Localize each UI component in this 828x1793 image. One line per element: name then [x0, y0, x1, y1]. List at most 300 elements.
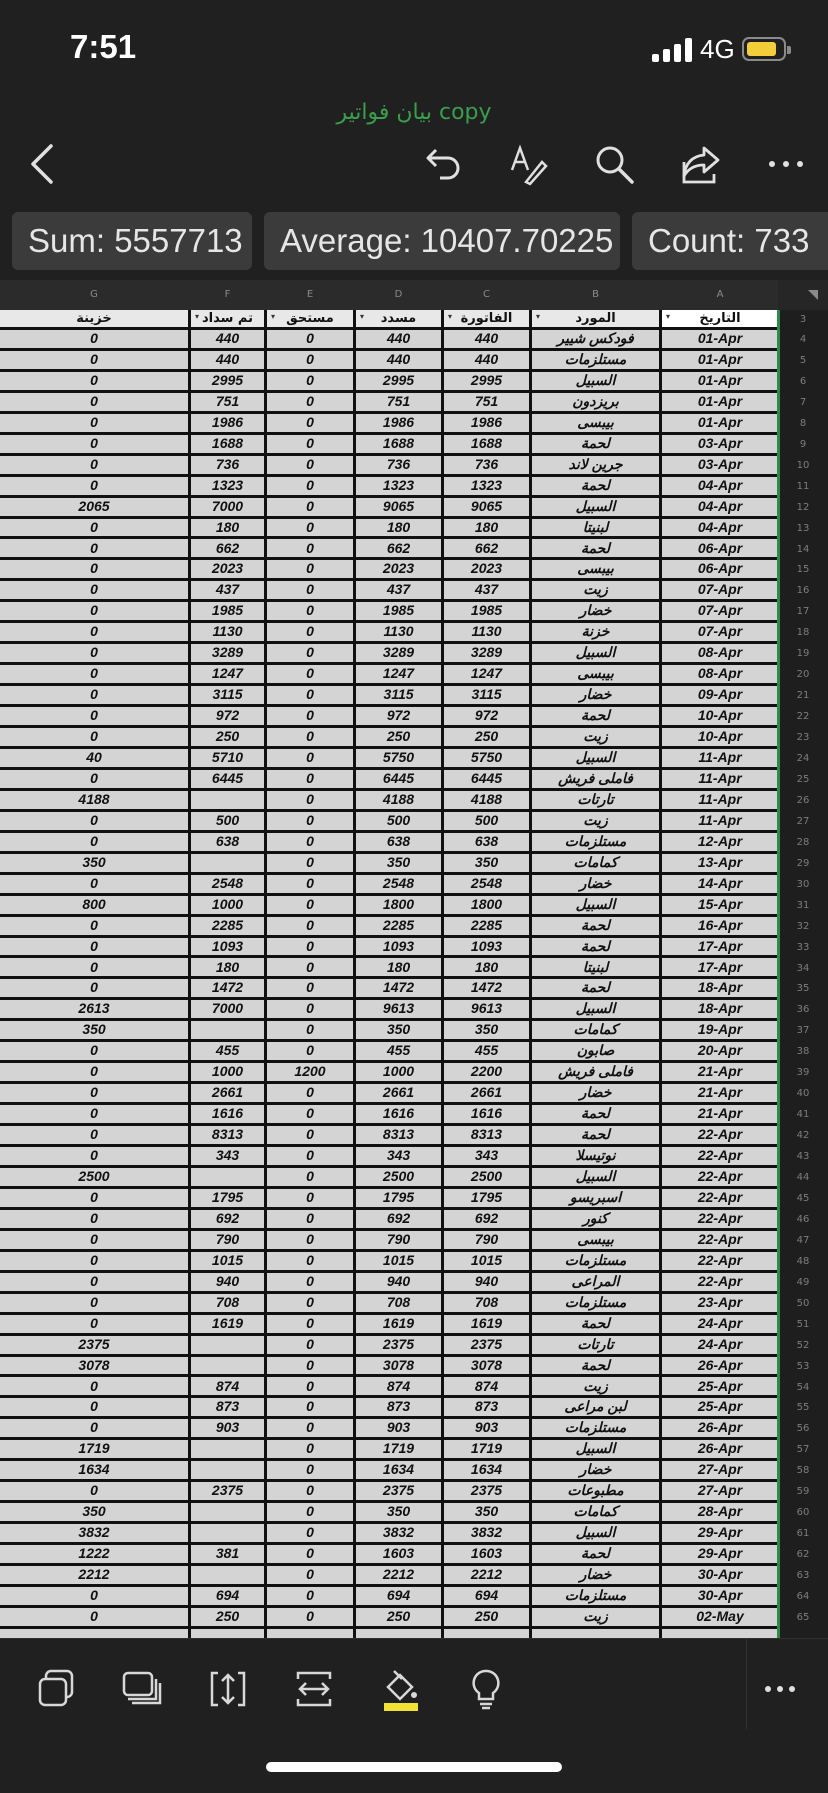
table-cell[interactable]: 0: [306, 1377, 314, 1394]
table-cell[interactable]: 2995: [382, 371, 415, 388]
table-cell[interactable]: 5750: [470, 749, 503, 765]
table-cell[interactable]: 0: [306, 1251, 314, 1268]
table-cell[interactable]: 0: [90, 476, 98, 493]
table-cell[interactable]: 1015: [470, 1251, 503, 1268]
table-cell[interactable]: 6445: [382, 769, 415, 786]
table-cell[interactable]: 0: [306, 476, 314, 493]
table-cell[interactable]: 1688: [211, 434, 244, 451]
table-cell[interactable]: 1247: [470, 665, 503, 682]
table-cell[interactable]: 736: [215, 455, 240, 472]
table-cell[interactable]: 1985: [470, 602, 503, 619]
table-cell[interactable]: 01-Apr: [697, 392, 743, 409]
table-cell[interactable]: 29-Apr: [697, 1545, 743, 1562]
table-cell[interactable]: 3115: [383, 686, 414, 703]
table-cell[interactable]: 5750: [382, 749, 415, 765]
table-cell[interactable]: زيت: [583, 1607, 608, 1624]
table-cell[interactable]: السبيل: [575, 371, 616, 388]
fill-color-icon[interactable]: [372, 1661, 428, 1717]
sheets-icon[interactable]: [28, 1661, 84, 1717]
table-cell[interactable]: 0: [90, 916, 98, 933]
table-cell[interactable]: 2548: [211, 874, 244, 891]
table-cell[interactable]: 751: [474, 392, 499, 409]
table-cell[interactable]: 0: [306, 1209, 314, 1226]
table-cell[interactable]: 708: [474, 1293, 499, 1310]
row-number[interactable]: 57: [796, 1444, 810, 1456]
table-cell[interactable]: 972: [474, 707, 499, 724]
table-cell[interactable]: 440: [215, 330, 240, 346]
table-cell[interactable]: [191, 1336, 264, 1354]
row-number[interactable]: 29: [796, 857, 810, 869]
table-cell[interactable]: 22-Apr: [697, 1126, 743, 1143]
row-number[interactable]: 12: [796, 501, 810, 513]
row-number[interactable]: 23: [796, 732, 810, 744]
table-cell[interactable]: زيت: [583, 811, 608, 828]
table-cell[interactable]: 6445: [470, 769, 503, 786]
row-number[interactable]: 27: [796, 815, 810, 827]
table-cell[interactable]: 2375: [470, 1335, 503, 1352]
table-cell[interactable]: 0: [306, 1168, 314, 1184]
table-cell[interactable]: خضار: [579, 874, 612, 891]
draw-icon[interactable]: [500, 136, 556, 192]
table-cell[interactable]: 1015: [382, 1251, 415, 1268]
table-cell[interactable]: 350: [82, 1503, 106, 1520]
table-cell[interactable]: 14-Apr: [697, 874, 743, 891]
table-cell[interactable]: 0: [306, 602, 314, 619]
table-cell[interactable]: 1323: [211, 476, 244, 493]
table-cell[interactable]: 2995: [470, 371, 503, 388]
table-cell[interactable]: 0: [306, 1314, 314, 1331]
table-cell[interactable]: 22-Apr: [697, 1188, 743, 1205]
table-cell[interactable]: فاملى فريش: [558, 769, 633, 786]
table-cell[interactable]: 1603: [382, 1545, 415, 1562]
table-cell[interactable]: 07-Apr: [697, 602, 743, 619]
table-cell[interactable]: 1985: [211, 602, 244, 619]
table-cell[interactable]: 0: [306, 811, 314, 828]
table-cell[interactable]: 18-Apr: [697, 979, 743, 996]
table-cell[interactable]: 5710: [211, 749, 244, 765]
table-cell[interactable]: 0: [306, 623, 314, 640]
row-number[interactable]: 7: [799, 396, 807, 408]
row-number[interactable]: 36: [796, 1004, 810, 1016]
column-letter[interactable]: E: [306, 289, 314, 300]
table-cell[interactable]: 1323: [470, 476, 503, 493]
table-cell[interactable]: 22-Apr: [697, 1147, 743, 1164]
table-cell[interactable]: 0: [90, 1209, 98, 1226]
table-cell[interactable]: 0: [306, 1566, 314, 1583]
table-cell[interactable]: 2023: [382, 560, 415, 577]
layers-icon[interactable]: [114, 1661, 170, 1717]
table-cell[interactable]: 2375: [382, 1482, 415, 1499]
table-cell[interactable]: 940: [386, 1272, 411, 1289]
table-cell[interactable]: 0: [90, 665, 98, 682]
table-cell[interactable]: 343: [474, 1147, 499, 1164]
table-cell[interactable]: 440: [474, 350, 499, 367]
row-number[interactable]: 58: [796, 1465, 810, 1477]
table-cell[interactable]: 04-Apr: [697, 476, 743, 493]
table-cell[interactable]: 350: [82, 853, 106, 870]
table-cell[interactable]: 1719: [78, 1440, 110, 1457]
row-number[interactable]: 59: [796, 1486, 810, 1498]
table-cell[interactable]: السبيل: [575, 1524, 616, 1541]
table-cell[interactable]: 2375: [211, 1482, 244, 1499]
table-cell[interactable]: 1093: [211, 937, 244, 954]
table-cell[interactable]: 0: [90, 1607, 98, 1624]
table-cell[interactable]: خضار: [579, 1461, 612, 1478]
table-cell[interactable]: 08-Apr: [697, 665, 743, 682]
table-cell[interactable]: 1130: [383, 623, 414, 640]
table-cell[interactable]: 873: [474, 1398, 499, 1415]
table-cell[interactable]: 250: [215, 728, 240, 745]
table-cell[interactable]: [191, 1503, 264, 1521]
table-cell[interactable]: 9065: [470, 497, 503, 514]
table-cell[interactable]: 0: [306, 371, 314, 388]
row-number[interactable]: 28: [796, 836, 810, 848]
table-cell[interactable]: 0: [306, 1398, 314, 1415]
table-cell[interactable]: 0: [306, 853, 314, 870]
table-cell[interactable]: 1795: [470, 1188, 503, 1205]
row-number[interactable]: 26: [796, 794, 810, 806]
table-cell[interactable]: 0: [90, 392, 98, 409]
table-cell[interactable]: 0: [90, 330, 98, 346]
table-cell[interactable]: 940: [215, 1272, 240, 1289]
table-cell[interactable]: خضار: [579, 686, 612, 703]
table-cell[interactable]: 4188: [78, 790, 110, 807]
table-cell[interactable]: 7000: [211, 1000, 244, 1017]
table-cell[interactable]: [191, 1524, 264, 1542]
table-cell[interactable]: السبيل: [575, 1440, 616, 1457]
table-cell[interactable]: 638: [215, 832, 240, 849]
row-number[interactable]: 13: [796, 522, 810, 534]
row-number[interactable]: 32: [796, 920, 810, 932]
table-cell[interactable]: 2200: [470, 1063, 503, 1080]
table-cell[interactable]: 0: [90, 455, 98, 472]
table-cell[interactable]: 1634: [470, 1461, 503, 1478]
table-cell[interactable]: 0: [90, 728, 98, 745]
table-cell[interactable]: 3115: [212, 686, 243, 703]
table-cell[interactable]: 0: [306, 1147, 314, 1164]
table-cell[interactable]: 500: [215, 811, 240, 828]
table-cell[interactable]: 0: [90, 1105, 98, 1122]
row-number[interactable]: 31: [796, 899, 810, 911]
table-cell[interactable]: 3115: [471, 686, 502, 703]
table-cell[interactable]: 736: [474, 455, 499, 472]
table-cell[interactable]: 1000: [382, 1063, 415, 1080]
table-cell[interactable]: 0: [90, 686, 98, 703]
table-cell[interactable]: 873: [215, 1398, 240, 1415]
table-cell[interactable]: مطبوعات: [567, 1482, 624, 1499]
table-cell[interactable]: 874: [215, 1377, 240, 1394]
row-number[interactable]: 62: [796, 1549, 810, 1561]
table-cell[interactable]: مستلزمات: [564, 1251, 627, 1268]
table-cell[interactable]: 2548: [470, 874, 503, 891]
table-cell[interactable]: فاملى فريش: [558, 1063, 633, 1080]
table-cell[interactable]: 2500: [78, 1168, 110, 1184]
table-cell[interactable]: 17-Apr: [697, 937, 743, 954]
table-cell[interactable]: 180: [474, 518, 499, 535]
table-cell[interactable]: تارتات: [577, 1335, 614, 1352]
table-cell[interactable]: 350: [474, 853, 499, 870]
table-cell[interactable]: 350: [82, 1021, 106, 1038]
table-cell[interactable]: 0: [306, 707, 314, 724]
table-cell[interactable]: 2212: [470, 1566, 503, 1583]
row-number[interactable]: 46: [796, 1213, 810, 1225]
table-cell[interactable]: 662: [215, 539, 240, 556]
table-cell[interactable]: 19-Apr: [697, 1021, 743, 1038]
table-cell[interactable]: بيبسى: [577, 1230, 614, 1247]
row-number[interactable]: 48: [796, 1255, 810, 1267]
table-cell[interactable]: 11-Apr: [698, 790, 742, 807]
table-cell[interactable]: 1619: [382, 1314, 415, 1331]
table-cell[interactable]: 29-Apr: [697, 1524, 743, 1541]
table-cell[interactable]: 0: [90, 623, 98, 640]
table-cell[interactable]: 25-Apr: [697, 1377, 743, 1394]
table-cell[interactable]: 343: [215, 1147, 240, 1164]
table-cell[interactable]: 0: [306, 1000, 314, 1017]
table-cell[interactable]: لحمة: [581, 1105, 610, 1122]
table-cell[interactable]: خضار: [579, 1566, 612, 1583]
table-cell[interactable]: 1603: [470, 1545, 503, 1562]
table-cell[interactable]: 708: [215, 1293, 240, 1310]
table-cell[interactable]: 972: [215, 707, 240, 724]
table-cell[interactable]: 9613: [470, 1000, 503, 1017]
table-cell[interactable]: السبيل: [575, 1000, 616, 1017]
table-cell[interactable]: 0: [306, 1545, 314, 1562]
table-cell[interactable]: 0: [90, 644, 98, 661]
table-cell[interactable]: 0: [90, 707, 98, 724]
table-cell[interactable]: 3078: [470, 1356, 503, 1373]
table-cell[interactable]: 0: [306, 1482, 314, 1499]
table-cell[interactable]: 692: [474, 1209, 499, 1226]
table-cell[interactable]: السبيل: [575, 1168, 616, 1184]
table-cell[interactable]: 940: [474, 1272, 499, 1289]
table-cell[interactable]: لحمة: [581, 1314, 610, 1331]
table-cell[interactable]: 0: [306, 1293, 314, 1310]
table-cell[interactable]: 0: [306, 1524, 314, 1541]
table-cell[interactable]: 01-Apr: [697, 330, 743, 346]
table-cell[interactable]: 10-Apr: [697, 728, 743, 745]
table-cell[interactable]: 1323: [382, 476, 415, 493]
table-cell[interactable]: 1719: [382, 1440, 415, 1457]
table-cell[interactable]: 0: [90, 1272, 98, 1289]
table-cell[interactable]: 22-Apr: [697, 1251, 743, 1268]
table-cell[interactable]: 08-Apr: [697, 644, 743, 661]
table-cell[interactable]: 0: [90, 1230, 98, 1247]
table-cell[interactable]: 4188: [382, 790, 415, 807]
table-cell[interactable]: زيت: [583, 728, 608, 745]
column-letter[interactable]: B: [592, 289, 599, 300]
table-cell[interactable]: 0: [90, 832, 98, 849]
table-cell[interactable]: 0: [306, 686, 314, 703]
table-cell[interactable]: 790: [474, 1230, 499, 1247]
table-cell[interactable]: 23-Apr: [697, 1293, 743, 1310]
table-cell[interactable]: 250: [474, 1607, 499, 1624]
table-cell[interactable]: 0: [306, 497, 314, 514]
table-cell[interactable]: 0: [306, 749, 314, 765]
table-cell[interactable]: 0: [306, 330, 314, 346]
row-number[interactable]: 35: [796, 983, 810, 995]
table-cell[interactable]: 1247: [211, 665, 244, 682]
table-cell[interactable]: 06-Apr: [697, 539, 743, 556]
table-cell[interactable]: اسبريسو: [569, 1188, 622, 1205]
filter-icon[interactable]: ▾: [666, 312, 671, 321]
table-cell[interactable]: 1795: [211, 1188, 244, 1205]
table-cell[interactable]: 0: [90, 1042, 98, 1059]
table-cell[interactable]: 28-Apr: [697, 1503, 743, 1520]
table-cell[interactable]: 21-Apr: [697, 1105, 743, 1122]
table-cell[interactable]: 2500: [382, 1168, 415, 1184]
table-cell[interactable]: لحمة: [581, 1545, 610, 1562]
row-number[interactable]: 53: [796, 1360, 810, 1372]
table-cell[interactable]: 03-Apr: [697, 455, 743, 472]
table-cell[interactable]: لبن مراعى: [564, 1398, 627, 1415]
table-cell[interactable]: 0: [90, 350, 98, 367]
spreadsheet-grid[interactable]: [0, 280, 828, 1638]
table-cell[interactable]: بريزدون: [572, 392, 619, 409]
table-cell[interactable]: 0: [306, 1461, 314, 1478]
table-cell[interactable]: نوتيسلا: [575, 1147, 616, 1164]
table-cell[interactable]: 1688: [470, 434, 503, 451]
table-cell[interactable]: 1130: [471, 623, 502, 640]
table-cell[interactable]: 0: [306, 392, 314, 409]
table-cell[interactable]: 0: [306, 1188, 314, 1205]
row-number[interactable]: 56: [796, 1423, 810, 1435]
column-header-cell[interactable]: تم سداد ▾: [191, 310, 264, 327]
table-cell[interactable]: 2661: [470, 1084, 503, 1101]
table-cell[interactable]: 0: [306, 916, 314, 933]
row-number[interactable]: 49: [796, 1276, 810, 1288]
table-cell[interactable]: 1000: [211, 1063, 244, 1080]
row-number[interactable]: 65: [796, 1611, 810, 1623]
table-cell[interactable]: زيت: [583, 1377, 608, 1394]
table-cell[interactable]: 0: [306, 1503, 314, 1520]
table-cell[interactable]: 903: [386, 1419, 411, 1436]
table-cell[interactable]: 662: [474, 539, 499, 556]
table-cell[interactable]: 2661: [211, 1084, 244, 1101]
table-cell[interactable]: كنور: [583, 1209, 608, 1226]
table-cell[interactable]: 1800: [382, 895, 415, 912]
table-cell[interactable]: 0: [306, 832, 314, 849]
table-cell[interactable]: 2212: [78, 1566, 110, 1583]
column-letter[interactable]: C: [483, 289, 490, 300]
table-cell[interactable]: 0: [306, 581, 314, 598]
table-cell[interactable]: 437: [386, 581, 411, 598]
table-cell[interactable]: 0: [90, 1147, 98, 1164]
table-cell[interactable]: 350: [386, 1503, 411, 1520]
table-cell[interactable]: 0: [306, 1084, 314, 1101]
table-cell[interactable]: بيبسى: [577, 560, 614, 577]
table-cell[interactable]: 10-Apr: [697, 707, 743, 724]
select-all-corner[interactable]: [778, 280, 828, 310]
table-cell[interactable]: 0: [306, 979, 314, 996]
table-cell[interactable]: 3289: [470, 644, 503, 661]
table-cell[interactable]: 2500: [470, 1168, 503, 1184]
table-cell[interactable]: 250: [215, 1607, 240, 1624]
table-cell[interactable]: [191, 1440, 264, 1458]
table-cell[interactable]: [191, 1357, 264, 1375]
row-number[interactable]: 9: [799, 438, 807, 450]
table-cell[interactable]: 638: [386, 832, 411, 849]
table-cell[interactable]: 8313: [470, 1126, 503, 1143]
table-cell[interactable]: 30-Apr: [697, 1587, 743, 1603]
table-cell[interactable]: 0: [306, 1105, 314, 1122]
table-cell[interactable]: 1719: [470, 1440, 503, 1457]
table-cell[interactable]: 0: [90, 371, 98, 388]
table-cell[interactable]: 455: [474, 1042, 499, 1059]
table-cell[interactable]: لحمة: [581, 1356, 610, 1373]
table-cell[interactable]: 0: [306, 1126, 314, 1143]
table-cell[interactable]: 455: [215, 1042, 240, 1059]
table-cell[interactable]: 0: [306, 1356, 314, 1373]
table-cell[interactable]: 0: [306, 1042, 314, 1059]
table-cell[interactable]: 790: [386, 1230, 411, 1247]
table-cell[interactable]: 1634: [382, 1461, 415, 1478]
back-icon[interactable]: [14, 136, 70, 192]
table-cell[interactable]: لبنيتا: [582, 958, 609, 975]
table-cell[interactable]: 440: [386, 330, 411, 346]
table-cell[interactable]: 0: [90, 1293, 98, 1310]
table-cell[interactable]: 972: [386, 707, 411, 724]
table-cell[interactable]: 1795: [382, 1188, 415, 1205]
table-cell[interactable]: 0: [90, 958, 98, 975]
table-cell[interactable]: لحمة: [581, 539, 610, 556]
row-number[interactable]: 43: [796, 1151, 810, 1163]
table-cell[interactable]: 1688: [382, 434, 415, 451]
table-cell[interactable]: 0: [90, 1587, 98, 1603]
table-cell[interactable]: 180: [215, 518, 240, 535]
table-cell[interactable]: [191, 1021, 264, 1039]
column-letter[interactable]: D: [394, 289, 403, 300]
table-cell[interactable]: 0: [90, 979, 98, 996]
table-cell[interactable]: 0: [306, 1272, 314, 1289]
table-cell[interactable]: 26-Apr: [697, 1356, 743, 1373]
table-cell[interactable]: 04-Apr: [697, 518, 743, 535]
table-cell[interactable]: 1472: [382, 979, 415, 996]
table-cell[interactable]: 0: [90, 1398, 98, 1415]
row-number[interactable]: 41: [796, 1109, 810, 1121]
table-cell[interactable]: جرين لاند: [568, 455, 623, 472]
table-cell[interactable]: 20-Apr: [697, 1042, 743, 1059]
row-number[interactable]: 60: [796, 1507, 810, 1519]
table-cell[interactable]: 0: [90, 811, 98, 828]
filter-icon[interactable]: ▾: [360, 312, 365, 321]
table-cell[interactable]: 11-Apr: [698, 769, 742, 786]
table-cell[interactable]: 751: [386, 392, 411, 409]
table-cell[interactable]: 500: [474, 811, 499, 828]
more-icon[interactable]: [758, 136, 814, 192]
table-cell[interactable]: 0: [90, 937, 98, 954]
table-cell[interactable]: 250: [386, 1607, 411, 1624]
table-cell[interactable]: 0: [90, 1063, 98, 1080]
table-cell[interactable]: 0: [306, 769, 314, 786]
table-cell[interactable]: 2661: [382, 1084, 415, 1101]
table-cell[interactable]: 1616: [470, 1105, 503, 1122]
table-cell[interactable]: 15-Apr: [697, 895, 743, 912]
table-cell[interactable]: لحمة: [581, 937, 610, 954]
table-cell[interactable]: 26-Apr: [697, 1440, 743, 1457]
table-cell[interactable]: السبيل: [575, 749, 616, 765]
table-cell[interactable]: 1247: [382, 665, 415, 682]
table-cell[interactable]: 0: [306, 434, 314, 451]
table-cell[interactable]: 1619: [211, 1314, 244, 1331]
table-cell[interactable]: 638: [474, 832, 499, 849]
table-cell[interactable]: 0: [306, 958, 314, 975]
row-number[interactable]: 34: [796, 962, 810, 974]
table-cell[interactable]: 180: [215, 958, 240, 975]
table-cell[interactable]: 24-Apr: [697, 1314, 743, 1331]
table-cell[interactable]: 440: [386, 350, 411, 367]
table-cell[interactable]: 1616: [211, 1105, 244, 1122]
row-number[interactable]: 50: [796, 1297, 810, 1309]
